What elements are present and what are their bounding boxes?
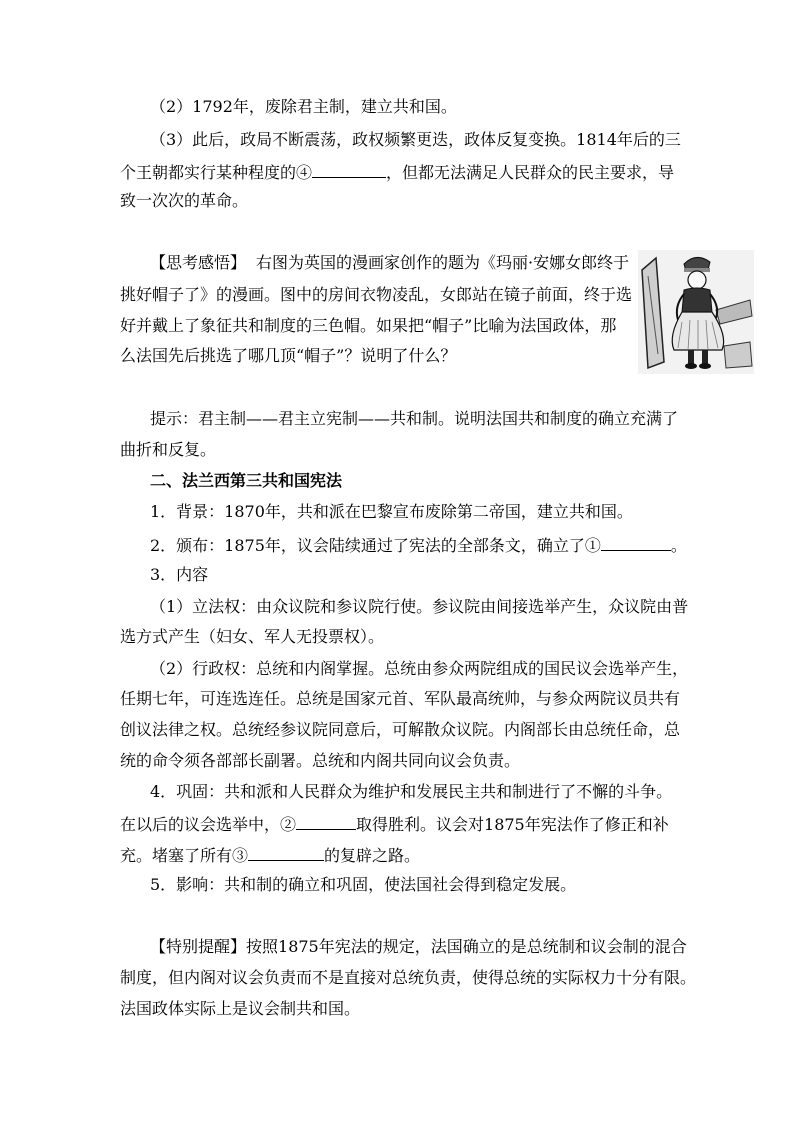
- think-line-1: [150, 253, 629, 273]
- legislative-line-1: （1）立法权：由众议院和参议院行使。参议院由间接选举产生，众议院由普: [150, 597, 689, 616]
- legislative-line-2: 选方式产生（妇女、军人无投票权）。: [120, 627, 385, 646]
- reminder-line-2: 制度，但内阁对议会负责而不是直接对总统负责，使得总统的实际权力十分有限。: [120, 968, 697, 987]
- cartoon-illustration: [638, 250, 754, 374]
- item-3-content: 3．内容: [150, 565, 209, 584]
- think-line-2: 挑好帽子了》的漫画。图中的房间衣物凌乱，女郎站在镜子前面，终于选: [120, 285, 633, 304]
- item-2-promulgation: [150, 534, 687, 556]
- fill-blank-4: [312, 161, 386, 178]
- paragraph-3-line-2: [120, 161, 674, 183]
- executive-line-2: 任期七年，可连选连任。总统是国家元首、军队最高统帅，与参众两院议员共有: [120, 689, 681, 708]
- reminder-line-3: 法国政体实际上是议会制共和国。: [120, 999, 361, 1018]
- reminder-line-1: [150, 937, 687, 957]
- item-5-impact: 5．影响：共和制的确立和巩固，使法国社会得到稳定发展。: [150, 875, 577, 894]
- executive-line-4: 统的命令须各部部长副署。总统和内阁共同向议会负责。: [120, 751, 521, 770]
- item-4-text-b: 取得胜利。议会对1875年宪法作了修正和补: [356, 815, 669, 834]
- section-2-heading: 二、法兰西第三共和国宪法: [150, 471, 343, 490]
- think-line-4: 么法国先后挑选了哪几顶“帽子”？说明了什么？: [120, 346, 457, 365]
- executive-line-1: （2）行政权：总统和内阁掌握。总统由参众两院组成的国民议会选举产生，: [150, 659, 689, 678]
- item-4-text-c: 充。堵塞了所有③: [120, 846, 249, 865]
- reminder-text: 按照1875年宪法的规定，法国确立的是总统制和议会制的混合: [246, 937, 687, 956]
- reminder-label: 【特别提醒】: [150, 937, 247, 956]
- paragraph-3-line-1: （3）此后，政局不断震荡，政权频繁更迭，政体反复变换。1814年后的三: [150, 130, 681, 149]
- fill-blank-2: [296, 813, 356, 830]
- paragraph-3-text-a: 个王朝都实行某种程度的④: [120, 163, 313, 182]
- think-text: 右图为英国的漫画家创作的题为《玛丽·安娜女郎终于: [256, 253, 630, 272]
- item-2-text: 2．颁布：1875年，议会陆续通过了宪法的全部条文，确立了①: [150, 536, 601, 555]
- item-2-period: 。: [670, 536, 687, 555]
- paragraph-3-line-3: 致一次次的革命。: [120, 191, 249, 210]
- item-4-line-3: [120, 844, 420, 866]
- think-label: 【思考感悟】: [150, 253, 247, 272]
- fill-blank-1: [601, 534, 671, 551]
- hint-line-2: 曲折和反复。: [120, 440, 217, 459]
- item-4-text-a: 在以后的议会选举中，②: [120, 815, 297, 834]
- paragraph-3-text-b: ，但都无法满足人民群众的民主要求，导: [386, 163, 675, 182]
- think-line-3: 好并戴上了象征共和制度的三色帽。如果把“帽子”比喻为法国政体，那: [120, 316, 617, 335]
- paragraph-2: （2）1792年，废除君主制，建立共和国。: [150, 97, 457, 116]
- item-1-background: 1．背景：1870年，共和派在巴黎宣布废除第二帝国，建立共和国。: [150, 502, 633, 521]
- hint-line-1: 提示：君主制——君主立宪制——共和制。说明法国共和制度的确立充满了: [150, 409, 679, 428]
- executive-line-3: 创议法律之权。总统经参议院同意后，可解散众议院。内阁部长由总统任命，总: [120, 720, 681, 739]
- item-4-line-1: 4．巩固：共和派和人民群众为维护和发展民主共和制进行了不懈的斗争。: [150, 782, 673, 801]
- fill-blank-3: [248, 844, 324, 861]
- item-4-text-d: 的复辟之路。: [324, 846, 421, 865]
- item-4-line-2: [120, 813, 669, 835]
